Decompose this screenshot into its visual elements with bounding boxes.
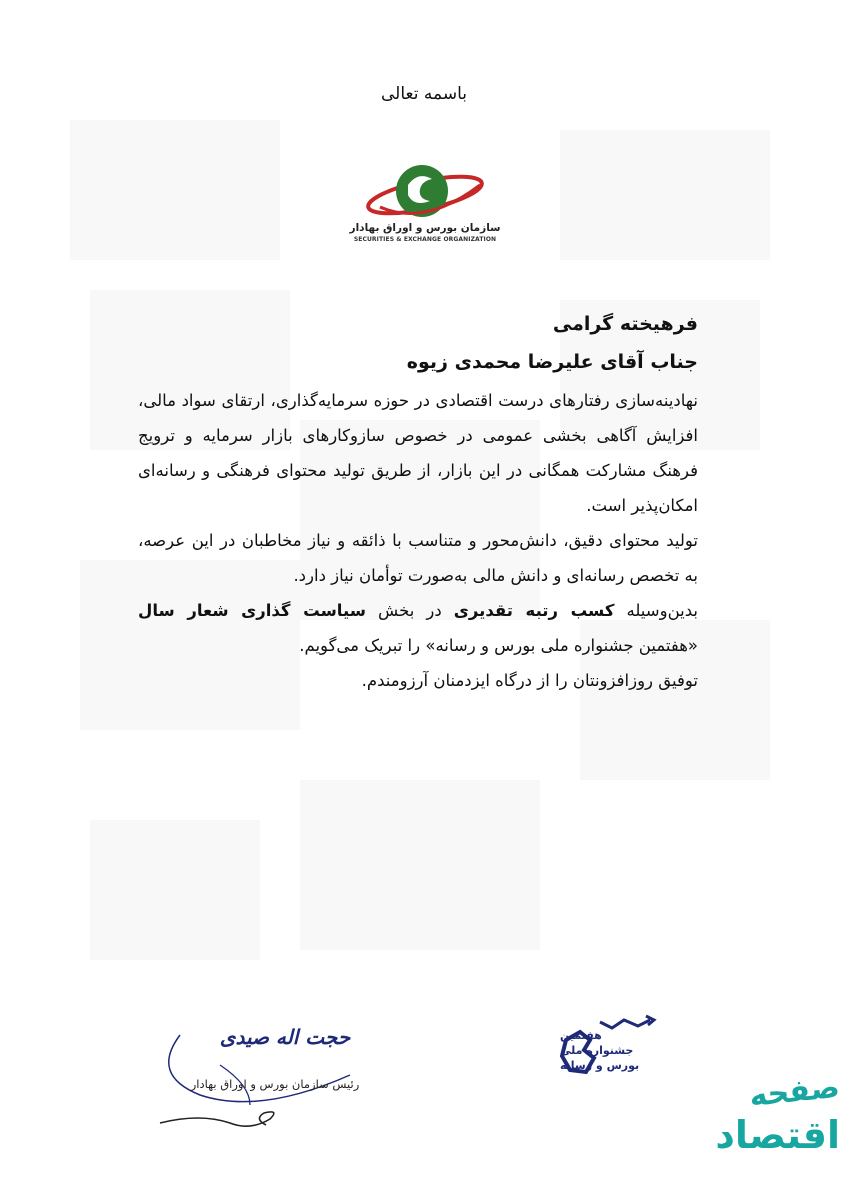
brand-line-1: صفحه [747,1069,842,1114]
brand-line-2: اقتصاد [715,1113,840,1157]
watermark-block [560,130,770,260]
logo-name-en: SECURITIES & EXCHANGE ORGANIZATION [353,236,497,243]
greeting: فرهیخته گرامی [552,313,698,335]
festival-line-3: بورس و رسانه [560,1059,640,1072]
paragraph-4: توفیق روزافزونتان را از درگاه ایزدمنان آرزومندم. [361,671,698,690]
paragraph-3-suffix: «هفتمین جشنواره ملی بورس و رسانه» را تبریک می‌گویم. [299,636,698,655]
paragraph-3-mid: در بخش [365,601,454,620]
festival-line-1: هفتمین [560,1029,602,1042]
watermark-block [70,120,280,260]
signature-block [150,1005,380,1145]
addressee: جناب آقای علیرضا محمدی زیوه [406,351,698,373]
brand-watermark [660,1069,842,1190]
award-section: سیاست گذاری شعار سال [138,601,366,620]
letter-text [138,383,698,698]
logo-name-fa: سازمان بورس و اوراق بهادار [349,222,501,234]
festival-logo-text [560,1028,688,1073]
festival-line-2: جشنواره ملی [560,1044,634,1057]
paragraph-3-prefix: بدین‌وسیله [614,601,698,620]
signatory-name: حجت اله صیدی [219,1025,351,1049]
paragraph-1: نهادینه‌سازی رفتارهای درست اقتصادی در حوزه سرمایه‌گذاری، ارتقای سواد مالی، افزایش آگاهی بخشی عمومی در خصوص سازوکارهای بازار سرمایه و ترویج فرهنگ مشارکت همگانی در این بازار، از طریق تولید محتوای فرهنگی و رسانه‌ای امکان‌پذیر است. [138,391,698,515]
letter-body [138,305,698,698]
watermark-block [90,820,260,960]
paragraph-3 [138,593,698,663]
watermark-block [300,780,540,950]
award-rank: کسب رتبه تقدیری [453,601,615,620]
paragraph-2: تولید محتوای دقیق، دانش‌محور و متناسب با ذائقه و نیاز مخاطبان در این عرصه، به تخصص رسانه‌ای و دانش مالی به‌صورت توأمان نیاز دارد. [138,531,698,585]
basmala-heading: باسمه تعالی [381,84,467,104]
signatory-title: رئیس سازمان بورس و اوراق بهادار [190,1077,360,1091]
